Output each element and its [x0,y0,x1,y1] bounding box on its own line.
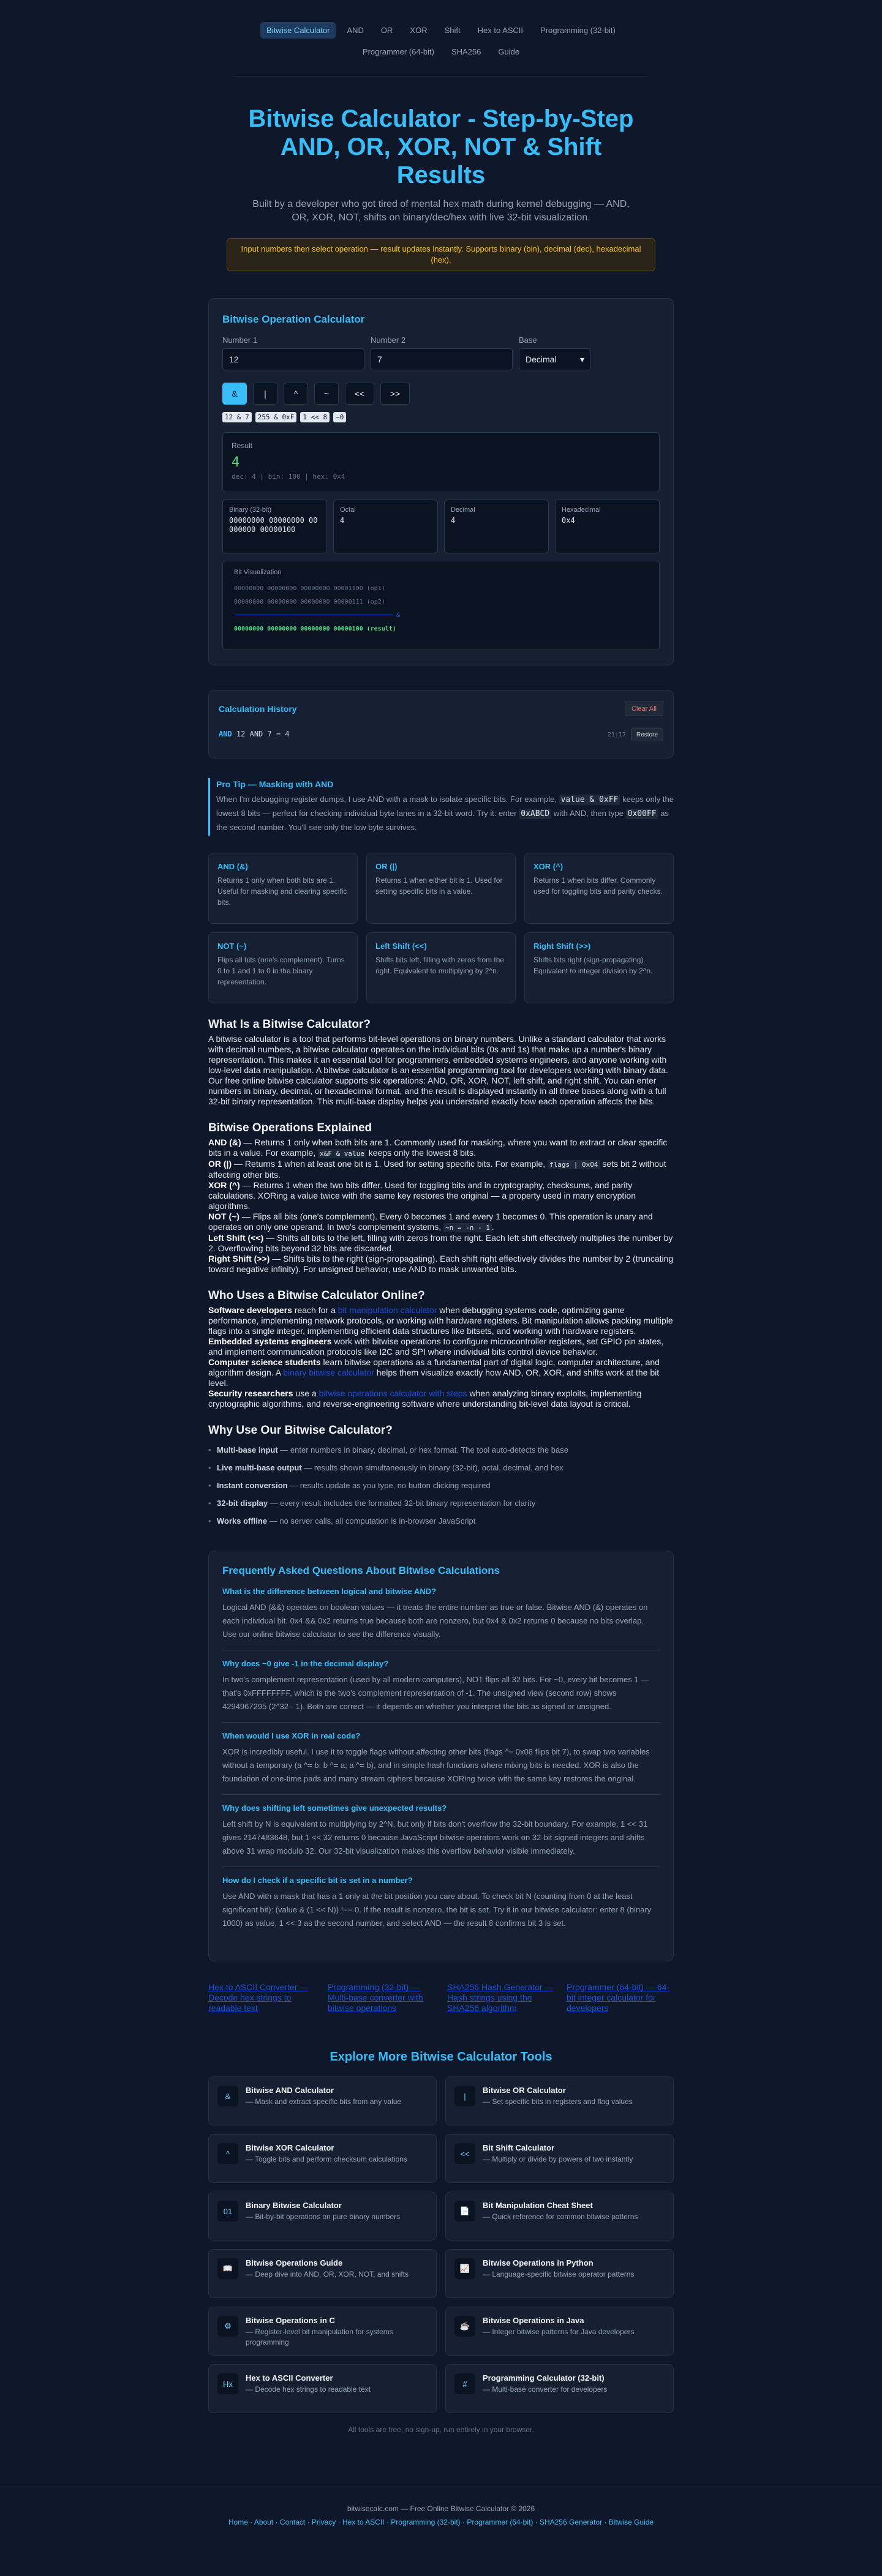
tool-card[interactable] [445,2076,674,2125]
operator-button-2[interactable]: ^ [284,383,308,405]
operation-card-title: AND (&) [217,862,248,871]
number1-label: Number 1 [222,335,258,345]
operation-card [524,853,674,924]
tool-desc: — Deep dive into AND, OR, XOR, NOT, and shifts [246,2270,409,2278]
calculator-panel [208,298,674,665]
operation-card-title: XOR (^) [533,862,564,871]
nav-link-5[interactable]: Hex to ASCII [477,26,524,35]
faq-item [222,1659,660,1723]
operator-button-5[interactable]: >> [380,383,410,405]
tool-desc: — Set specific bits in registers and flag values [483,2097,633,2106]
nav-link-6[interactable]: Programming (32-bit) [540,26,616,35]
inline-link[interactable]: bit manipulation calculator [337,1305,437,1315]
audience-paragraph: Software developers reach for a bit manipulation calculator when debugging systems code, optimizing game performance, implementing network protocols, or working with hardware registers. Bit manipulation allows packing multiple flags into a single integer, implementing efficient data structures like bitsets, and working with hardware registers. [208,1305,673,1336]
operation-card-title: OR (|) [375,862,398,871]
operation-name: Left Shift (<<) [208,1233,264,1243]
nav-link-2[interactable]: OR [380,26,393,35]
faq-item [222,1731,660,1795]
hex-label: Hexadecimal [562,506,601,514]
tool-title: Programming Calculator (32-bit) [483,2373,605,2383]
tool-title: Bit Shift Calculator [483,2143,555,2152]
section-heading: Bitwise Operations Explained [208,1121,372,1134]
operation-card-title: Left Shift (<<) [375,942,427,951]
nav-link-1[interactable]: AND [347,26,364,35]
notice-banner: Input numbers then select operation — result updates instantly. Supports binary (bin), decimal (dec), hexadecimal (hex). [227,238,655,271]
article [208,1018,674,1530]
tool-card[interactable] [445,2249,674,2298]
nav-link-3[interactable]: XOR [410,26,428,35]
feature-name: Instant conversion [217,1481,288,1490]
operator-button-3[interactable]: ~ [314,383,339,405]
related-link[interactable]: Programming (32-bit) — Multi-base converter with bitwise operations [328,1982,423,2013]
audience-name: Computer science students [208,1357,321,1367]
clear-history-button[interactable]: Clear All [625,702,663,716]
faq-question[interactable]: How do I check if a specific bit is set in a number? [222,1876,413,1885]
faq-panel [208,1551,674,1961]
tool-title: Bitwise XOR Calculator [246,2143,334,2152]
tool-title: Bitwise Operations in Java [483,2316,584,2325]
code-snippet: flags | 0x04 [548,1160,600,1169]
tool-title: Bitwise OR Calculator [483,2086,566,2095]
nav-link-0[interactable]: Bitwise Calculator [260,22,336,39]
feature-name: Works offline [217,1516,268,1526]
nav-link-7[interactable]: Programmer (64-bit) [362,47,434,56]
history-panel [208,690,674,758]
page-title: Bitwise Calculator - Step-by-Step AND, OR, XOR, NOT & Shift Results [248,105,634,189]
paragraph: A bitwise calculator is a tool that performs bit-level operations on binary numbers. Unlike a standard calculator that works with decimal numbers, a bitwise calculator operates on the individual bits (0s and 1s) that make up a number's binary representation. This makes it an essential tool for programmers, embedded systems engineers, and anyone working with low-level data manipulation. A bitwise calculator is an essential programming tool for developers working with binary data. [208,1034,668,1075]
tool-title: Bitwise AND Calculator [246,2086,334,2095]
tool-icon: ☕ [454,2316,475,2337]
tool-desc: — Multiply or divide by powers of two instantly [483,2155,633,2163]
tool-card[interactable] [208,2192,437,2241]
operation-card-title: Right Shift (>>) [533,942,591,951]
faq-item [222,1587,660,1650]
operation-card [366,932,516,1003]
tool-desc: — Toggle bits and perform checksum calculations [246,2155,407,2163]
number1-input[interactable]: 12 [222,348,364,370]
history-title: Calculation History [219,704,297,714]
tool-title: Bitwise Operations Guide [246,2258,343,2267]
tool-icon: | [454,2086,475,2106]
decimal-label: Decimal [451,506,475,514]
paragraph: Our free online bitwise calculator supports six operations: AND, OR, XOR, NOT, left shift, and right shift. You can enter numbers in binary, decimal, or hexadecimal format, and the result is displayed instantly in all three bases along with a full 32-bit binary representation. This multi-base display helps you understand exactly how each operation affects the bits. [208,1076,666,1106]
tool-icon: Hx [217,2373,238,2394]
pro-tip-title: Pro Tip — Masking with AND [216,779,334,789]
feature-name: 32-bit display [217,1499,268,1508]
top-nav [233,0,649,77]
operation-card-desc: Returns 1 when either bit is 1. Used for setting specific bits in a value. [375,876,503,896]
octal-label: Octal [340,506,356,514]
related-links [208,1982,674,2013]
octal-value: 4 [340,516,345,525]
more-tools [208,2050,674,2434]
operation-cards [208,853,674,1003]
base-value: Decimal [526,354,557,364]
feature-item: • Works offline — no server calls, all computation is in-browser JavaScript [208,1512,674,1530]
operation-card-desc: Returns 1 only when both bits are 1. Useful for masking and clearing specific bits. [217,876,347,907]
tool-card[interactable] [445,2192,674,2241]
tool-icon: 📖 [217,2258,238,2279]
example-chips [222,412,660,422]
operator-button-1[interactable]: | [253,383,277,405]
tool-title: Bitwise Operations in Python [483,2258,594,2267]
bit-visualization-label: Bit Visualization [234,569,282,576]
page-lead: Built by a developer who got tired of mental hex math during kernel debugging — AND, OR, XOR, NOT, shifts on binary/dec/hex with live 32-bit visualization. [252,199,630,223]
result-box [222,432,660,492]
code-snippet: ~n = -n - 1 [443,1223,492,1232]
hex-value: 0x4 [562,516,575,525]
audience-name: Embedded systems engineers [208,1336,332,1346]
tool-card[interactable] [208,2364,437,2413]
faq-question[interactable]: What is the difference between logical and bitwise AND? [222,1587,437,1596]
operation-card [366,853,516,924]
operation-card [524,932,674,1003]
footer-links[interactable]: Home · About · Contact · Privacy · Hex to ASCII · Programming (32-bit) · Programmer (64-bit) · SHA256 Generator · Bitwise Guide [228,2518,654,2526]
feature-item: • Live multi-base output — results shown simultaneously in binary (32-bit), octal, decimal, and hex [208,1459,674,1477]
base-select[interactable] [519,348,591,370]
operation-name: AND (&) [208,1137,241,1147]
operator-button-0[interactable]: & [222,383,247,405]
tool-desc: — Quick reference for common bitwise patterns [483,2212,638,2221]
free-note: All tools are free, no sign-up, run entirely in your browser. [348,2425,534,2434]
tool-card[interactable] [208,2249,437,2298]
faq-answer: Logical AND (&&) operates on boolean values — it treats the entire number as true or false. Bitwise AND (&) operates on each individual bit. 0x4 && 0x2 returns true because both are nonzero, but 0x4 & 0x2 returns 0 because no bits overlap. Use our online bitwise calculator to see the difference visually. [222,1603,648,1639]
section-heading: What Is a Bitwise Calculator? [208,1018,371,1031]
operation-card-desc: Returns 1 when bits differ. Commonly used for toggling bits and parity checks. [533,876,663,896]
octal-output [333,500,438,553]
operation-card-desc: Shifts bits left, filling with zeros from the right. Equivalent to multiplying by 2^n. [375,956,505,975]
operation-name: Right Shift (>>) [208,1254,270,1264]
history-item [219,730,663,738]
bits-result: 00000000 00000000 00000000 00000100 (result) [234,626,396,632]
tool-card[interactable] [445,2134,674,2183]
faq-answer: Use AND with a mask that has a 1 only at the bit position you care about. To check bit N (counting from 0 at the least significant bit): (value & (1 << N)) !== 0. If the result is nonzero, the bit is set. Try it in our bitwise calculator: enter 8 (binary 1000) as value, 1 << 3 as the second number, and select AND — the result 8 confirms bit 3 is set. [222,1892,652,1928]
tool-icon: 01 [217,2201,238,2222]
audience-paragraph: Embedded systems engineers work with bitwise operations to configure microcontroller registers, set GPIO pin states, and implement communication protocols like I2C and SPI where individual bits control device behavior. [208,1336,664,1357]
tool-card[interactable] [445,2307,674,2356]
pro-tip [208,778,674,836]
audience-name: Software developers [208,1305,292,1315]
operation-paragraph: Right Shift (>>) — Shifts bits to the right (sign-propagating). Each shift right effectively divides the number by 2 (truncating toward negative infinity). For unsigned behavior, use AND to mask unwanted bits. [208,1254,674,1274]
result-summary: dec: 4 | bin: 100 | hex: 0x4 [232,473,345,481]
inline-link[interactable]: bitwise operations calculator with steps [318,1388,467,1398]
inline-link[interactable]: binary bitwise calculator [283,1368,374,1377]
feature-name: Live multi-base output [217,1463,302,1472]
example-chip[interactable]: 255 & 0xF [255,412,297,422]
tool-title: Binary Bitwise Calculator [246,2201,342,2210]
operator-buttons [222,383,660,405]
faq-question[interactable]: Why does shifting left sometimes give unexpected results? [222,1803,447,1813]
tool-icon: << [454,2143,475,2164]
tool-desc: — Decode hex strings to readable text [246,2385,371,2394]
footer-copyright: bitwisecalc.com — Free Online Bitwise Calculator © 2026 [347,2504,535,2513]
base-label: Base [519,335,537,345]
feature-name: Multi-base input [217,1445,278,1455]
tool-card[interactable] [208,2134,437,2183]
pro-tip-text: When I'm debugging register dumps, I use AND with a mask to isolate specific bits. For example, value & 0xFF keeps only the lowest 8 bits — perfect for checking individual byte lanes in a 32-bit word. Try it: enter 0xABCD with AND, then type 0x00FF as the second number. You'll see only the low byte survives. [216,795,674,832]
tool-icon: 📈 [454,2258,475,2279]
example-chip[interactable]: 12 & 7 [222,412,252,422]
number2-label: Number 2 [371,335,406,345]
operation-paragraph: AND (&) — Returns 1 only when both bits are 1. Commonly used for masking, where you want to extract or clear specific bits in a value. For example, x&F & value keeps only the lowest 8 bits. [208,1137,668,1158]
tool-desc: — Multi-base converter for developers [483,2385,608,2394]
audience-paragraph: Security researchers use a bitwise operations calculator with steps when analyzing binary exploits, implementing cryptographic algorithms, and reverse-engineering software where understanding bit-level data layout is critical. [208,1388,642,1409]
faq-question[interactable]: When would I use XOR in real code? [222,1731,361,1740]
history-expression: 12 AND 7 = 4 [236,730,290,738]
result-label: Result [232,441,253,450]
operation-paragraph: Left Shift (<<) — Shifts all bits to the left, filling with zeros from the right. Each left shift effectively multiplies the number by 2. Overflowing bits beyond 32 bits are discarded. [208,1233,673,1253]
tool-title: Bitwise Operations in C [246,2316,335,2325]
tool-icon: 📄 [454,2201,475,2222]
tool-icon: ^ [217,2143,238,2164]
operation-name: OR (|) [208,1159,232,1169]
chevron-down-icon: ▾ [579,354,584,364]
bits-operand1: 00000000 00000000 00000000 00001100 (op1) [234,585,385,592]
restore-button[interactable]: Restore [631,728,663,741]
feature-item: • 32-bit display — every result includes the formatted 32-bit binary representation for clarity [208,1494,674,1512]
history-time: 21:17 [607,732,626,738]
section-heading: Why Use Our Bitwise Calculator? [208,1424,393,1437]
operation-card [208,932,358,1003]
audience-name: Security researchers [208,1388,293,1398]
tool-card[interactable] [208,2307,437,2356]
bits-operand2: 00000000 00000000 00000000 00000111 (op2) [234,599,385,605]
faq-item [222,1803,660,1867]
faq-answer: Left shift by N is equivalent to multiplying by 2^N, but only if bits don't overflow the 32-bit boundary. For example, 1 << 31 gives 2147483648, but 1 << 32 returns 0 because JavaScript bitwise operators work on 32-bit signed integers and shifts above 31 wrap modulo 32. Our 32-bit visualization makes this overflow behavior visible immediately. [222,1819,648,1855]
bits-separator: ─────────────────────────────────────────── & [234,612,400,619]
tool-desc: — Integer bitwise patterns for Java developers [483,2327,635,2336]
example-chip[interactable]: 1 << 8 [300,412,330,422]
tool-title: Bit Manipulation Cheat Sheet [483,2201,593,2210]
nav-link-8[interactable]: SHA256 [451,47,481,56]
audience-paragraph: Computer science students learn bitwise operations as a fundamental part of digital logic, computer architecture, and algorithm design. A binary bitwise calculator helps them visualize exactly how AND, OR, XOR, and shifts work at the bit level. [208,1357,660,1388]
faq-question[interactable]: Why does ~0 give -1 in the decimal display? [222,1659,389,1668]
operation-card [208,853,358,924]
binary-value: 00000000 00000000 00000000 00000100 [229,516,318,534]
history-op: AND [219,730,232,738]
tool-desc: — Bit-by-bit operations on pure binary numbers [246,2212,401,2221]
decimal-value: 4 [451,516,456,525]
operation-card-desc: Shifts bits right (sign-propagating). Equivalent to integer division by 2^n. [533,956,653,975]
code-snippet: x&F & value [318,1149,366,1158]
related-link[interactable]: SHA256 Hash Generator — Hash strings using the SHA256 algorithm [447,1982,554,2013]
tool-desc: — Register-level bit manipulation for systems programming [246,2327,393,2346]
footer [0,2487,882,2526]
operation-paragraph: XOR (^) — Returns 1 when the two bits differ. Used for toggling bits and in cryptography, checksums, and parity calculations. XORing a value twice with the same key restores the original — a property used in many encryption algorithms. [208,1180,636,1211]
more-tools-title: Explore More Bitwise Calculator Tools [330,2050,552,2064]
tool-card[interactable] [445,2364,674,2413]
nav-link-4[interactable]: Shift [444,26,461,35]
feature-item: • Multi-base input — enter numbers in binary, decimal, or hex format. The tool auto-detects the base [208,1441,674,1459]
tool-icon: & [217,2086,238,2106]
decimal-output [444,500,549,553]
number2-input[interactable]: 7 [371,348,513,370]
operator-button-4[interactable]: << [345,383,374,405]
related-link[interactable]: Programmer (64-bit) — 64-bit integer calculator for developers [567,1982,670,2013]
result-value: 4 [232,455,240,470]
tool-icon: # [454,2373,475,2394]
calculator-title: Bitwise Operation Calculator [222,313,365,325]
faq-answer: In two's complement representation (used by all modern computers), NOT flips all 32 bits. For ~0, every bit becomes 1 — that's 0xFFFFFFFF, which is the two's complement representation of -1. The unsigned view (second row) shows 4294967295 (2^32 - 1). Both are correct — it depends on whether you interpret the bits as signed or unsigned. [222,1675,649,1711]
tool-title: Hex to ASCII Converter [246,2373,333,2383]
related-link[interactable]: Hex to ASCII Converter — Decode hex strings to readable text [208,1982,309,2013]
nav-link-9[interactable]: Guide [498,47,520,56]
hex-output [555,500,660,553]
bit-visualization [222,561,660,650]
tool-card[interactable] [208,2076,437,2125]
faq-item [222,1876,660,1939]
faq-title: Frequently Asked Questions About Bitwise Calculations [222,1565,500,1576]
faq-answer: XOR is incredibly useful. I use it to toggle flags without affecting other bits (flags ^= 0x08 flips bit 7), to swap two variables without a temporary (a ^= b; b ^= a; a ^= b), and in simple hash functions where mixing bits is needed. XOR is also the foundation of one-time pads and many stream ciphers because XORing twice with the same key restores the original. [222,1747,650,1783]
binary-label: Binary (32-bit) [229,506,272,514]
tool-icon: ⚙ [217,2316,238,2337]
feature-item: • Instant conversion — results update as you type, no button clicking required [208,1477,674,1494]
operation-paragraph: NOT (~) — Flips all bits (one's complement). Every 0 becomes 1 and every 1 becomes 0. This operation is unary and operates on only one operand. In two's complement systems, ~n = -n - 1 . [208,1211,653,1232]
operation-paragraph: OR (|) — Returns 1 when at least one bit is 1. Used for setting specific bits. For example, flags | 0x04 sets bit 2 without affecting other bits. [208,1159,666,1180]
operation-card-title: NOT (~) [217,942,247,951]
tool-desc: — Language-specific bitwise operator patterns [483,2270,635,2278]
operation-name: XOR (^) [208,1180,240,1190]
example-chip[interactable]: ~0 [333,412,346,422]
operation-card-desc: Flips all bits (one's complement). Turns 0 to 1 and 1 to 0 in the binary representation. [217,956,345,986]
binary-output [222,500,327,553]
tool-desc: — Mask and extract specific bits from any value [246,2097,402,2106]
operation-name: NOT (~) [208,1211,239,1221]
section-heading: Who Uses a Bitwise Calculator Online? [208,1289,425,1302]
